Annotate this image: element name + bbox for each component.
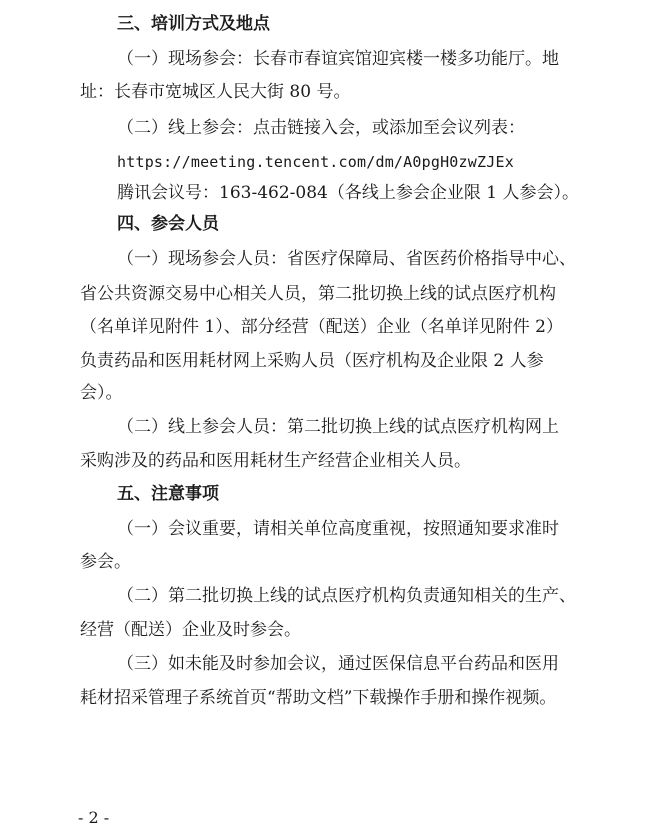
paragraph-line: 参会。	[80, 552, 131, 572]
paragraph-line: 经营（配送）企业及时参会。	[80, 620, 301, 640]
paragraph-line: 省公共资源交易中心相关人员，第二批切换上线的试点医疗机构	[80, 284, 556, 304]
section-heading-attendees: 四、参会人员	[117, 214, 219, 234]
paragraph-line: 负责药品和医用耗材网上采购人员（医疗机构及企业限 2 人参	[80, 351, 544, 371]
paragraph-line: 腾讯会议号：163-462-084（各线上参会企业限 1 人参会）。	[117, 183, 579, 203]
paragraph-line: 耗材招采管理子系统首页“帮助文档”下载操作手册和操作视频。	[80, 688, 557, 708]
paragraph-line: （二）线上参会：点击链接入会，或添加至会议列表：	[117, 118, 525, 138]
paragraph-line: （一）现场参会：长春市春谊宾馆迎宾楼一楼多功能厅。地	[117, 49, 559, 69]
paragraph-line: （名单详见附件 1）、部分经营（配送）企业（名单详见附件 2）	[80, 317, 563, 337]
paragraph-line: 会）。	[80, 383, 123, 403]
paragraph-line: （一）现场参会人员：省医疗保障局、省医药价格指导中心、	[117, 249, 576, 269]
meeting-link[interactable]: https://meeting.tencent.com/dm/A0pgH0zwZJEx	[117, 153, 514, 171]
paragraph-line: （二）线上参会人员：第二批切换上线的试点医疗机构网上	[117, 417, 559, 437]
section-heading-training-method: 三、培训方式及地点	[117, 14, 270, 34]
paragraph-line: （三）如未能及时参加会议，通过医保信息平台药品和医用	[117, 654, 559, 674]
section-heading-notes: 五、注意事项	[117, 484, 219, 504]
paragraph-line: 采购涉及的药品和医用耗材生产经营企业相关人员。	[80, 451, 471, 471]
paragraph-line: 址：长春市宽城区人民大街 80 号。	[80, 82, 351, 102]
paragraph-line: （一）会议重要，请相关单位高度重视，按照通知要求准时	[117, 519, 559, 539]
page-number: - 2 -	[78, 808, 110, 827]
paragraph-line: （二）第二批切换上线的试点医疗机构负责通知相关的生产、	[117, 586, 576, 606]
